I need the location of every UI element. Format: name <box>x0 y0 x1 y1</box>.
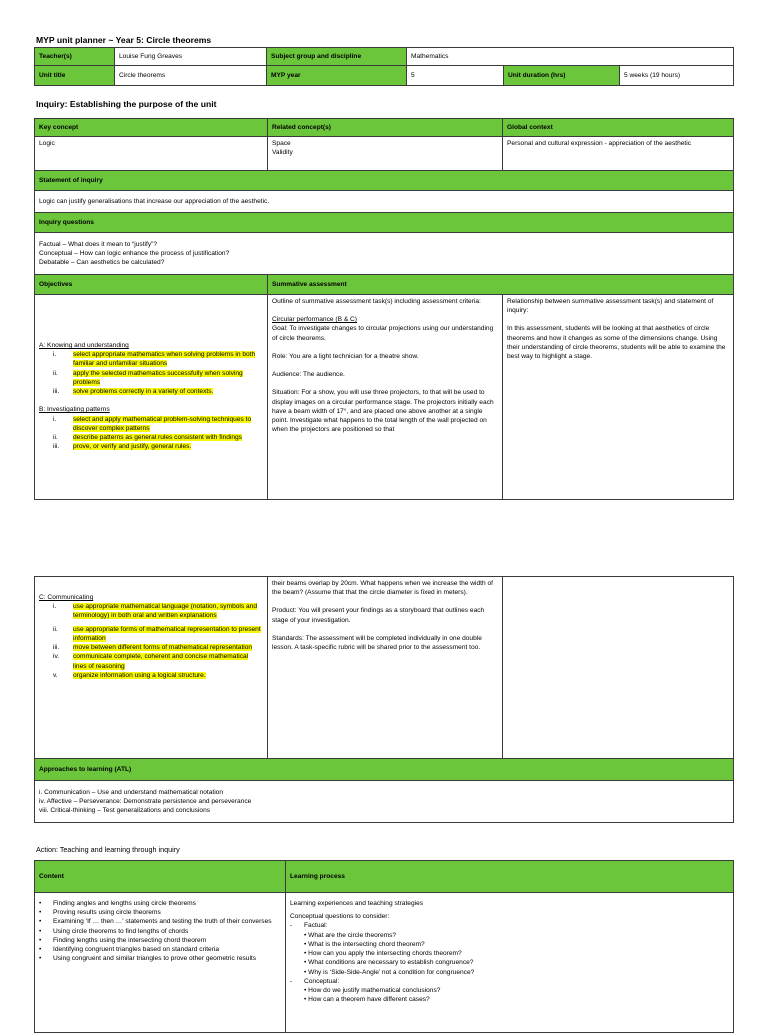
inquiry-table <box>34 118 734 500</box>
atl-label: Approaches to learning (ATL) <box>35 759 734 781</box>
list-item: • What are the circle theorems? <box>304 931 397 939</box>
related-concept-space: Space <box>272 140 291 147</box>
unit-title-label: Unit title <box>35 66 115 86</box>
relationship-text: In this assessment, students will be looking at that aesthetics of circle theorems and how it changes as some of the dimensions change. Using their understanding of circle theorems, students will be able to examine the best way to highlight a stage. <box>507 325 726 361</box>
subject-value: Mathematics <box>407 48 734 66</box>
list-item: ii. describe patterns as general rules consistent with findings <box>53 433 242 441</box>
objective-c-list <box>39 602 263 680</box>
list-item: iv. communicate complete, coherent and concise mathematical lines of reasoning <box>53 653 249 670</box>
factual-questions <box>290 931 729 977</box>
question-groups <box>290 921 729 930</box>
learning-process-cell <box>286 893 734 1033</box>
content-cell <box>35 893 286 1033</box>
list-item: • How do we justify mathematical conclusions? <box>304 986 441 994</box>
list-item: • Using congruent and similar triangles to prove other geometric results <box>39 955 257 963</box>
objectives-label: Objectives <box>35 275 268 295</box>
list-item: • Using circle theorems to find lengths of chords <box>39 927 189 935</box>
list-item: i. use appropriate mathematical language (notation, symbols and terminology) in both oral and written explanations <box>53 603 258 620</box>
objective-a-list <box>39 350 263 396</box>
list-item: • Finding lengths using the intersecting chord theorem <box>39 936 207 944</box>
task-product: Product: You will present your findings as a storyboard that outlines each stage of your investigation. <box>272 607 485 624</box>
list-item: • What is the intersecting chord theorem? <box>304 940 425 948</box>
content-label: Content <box>35 861 286 893</box>
inquiry-heading: Inquiry: Establishing the purpose of the unit <box>36 99 217 109</box>
learning-process-label: Learning process <box>286 861 734 893</box>
summative-outline: Outline of summative assessment task(s) including assessment criteria: <box>272 298 481 305</box>
list-item: • Examining ‘If … then …’ statements and testing the truth of their converses <box>39 918 272 926</box>
myp-year-label: MYP year <box>267 66 407 86</box>
objective-c-title: C: Communicating <box>39 594 94 601</box>
list-item: • Finding angles and lengths using circle theorems <box>39 900 196 907</box>
atl-item-1: i. Communication – Use and understand mathematical notation <box>39 788 223 796</box>
statement-of-inquiry-value: Logic can justify generalisations that increase our appreciation of the aesthetic. <box>35 191 734 213</box>
relationship-title: Relationship between summative assessment task(s) and statement of inquiry: <box>507 298 714 315</box>
list-item: • How can a theorem have different cases? <box>304 996 430 1004</box>
task-goal: Goal: To investigate changes to circular projections using our understanding of circle theorems. <box>272 325 494 342</box>
global-context-value: Personal and cultural expression - appreciation of the aesthetic <box>503 137 734 171</box>
continued-objectives-table <box>34 576 734 823</box>
list-item: - Factual: <box>290 922 328 930</box>
global-context-label: Global context <box>503 119 734 137</box>
related-concept-validity: Validity <box>272 149 293 157</box>
teacher-value: Louise Fung Greaves <box>115 48 267 66</box>
question-conceptual: Conceptual – How can logic enhance the process of justification? <box>39 249 230 257</box>
question-factual: Factual – What does it mean to “justify”? <box>39 240 158 248</box>
task-role: Role: You are a light technician for a theatre show. <box>272 352 419 360</box>
empty-cell <box>503 577 734 759</box>
list-item: • What conditions are necessary to establish congruence? <box>304 959 474 967</box>
list-item: i. select appropriate mathematics when solving problems in both familiar and unfamiliar situations <box>53 351 256 368</box>
task-situation: Situation: For a show, you will use three projectors, to that will be used to display images on a circular performance stage. The projectors initially each have a beam width of 17°, and are placed one above another at a single point. Investigate what happens to the total length of the wall projected on when the projectors are positioned so that <box>272 389 494 434</box>
circular-performance-title: Circular performance (B & C) <box>272 316 358 324</box>
inquiry-questions-label: Inquiry questions <box>35 213 734 233</box>
question-debatable: Debatable – Can aesthetics be calculated? <box>39 259 165 267</box>
key-concept-label: Key concept <box>35 119 268 137</box>
duration-value: 5 weeks (19 hours) <box>620 66 734 86</box>
list-item: iii. solve problems correctly in a variety of contexts. <box>53 388 214 396</box>
task-continued: their beams overlap by 20cm. What happens when we increase the width of the beam? (Assume that that the circle diameter is fixed in meters). <box>272 580 494 597</box>
list-item: • Identifying congruent triangles based on standard criteria <box>39 946 220 954</box>
relationship-cell <box>503 295 734 500</box>
content-list <box>39 899 281 964</box>
summative-continued-cell <box>268 577 503 759</box>
teacher-label: Teacher(s) <box>35 48 115 66</box>
task-audience: Audience: The audience. <box>272 371 345 379</box>
unit-title-value: Circle theorems <box>115 66 267 86</box>
objective-c-cell <box>35 577 268 759</box>
myp-year-value: 5 <box>407 66 504 86</box>
list-item: • Proving results using circle theorems <box>39 909 161 917</box>
inquiry-questions <box>35 233 734 275</box>
atl-item-2: iv. Affective – Perseverance: Demonstrate persistence and perseverance <box>39 797 252 805</box>
key-concept-value: Logic <box>35 137 268 171</box>
learning-experiences-title: Learning experiences and teaching strategies <box>290 900 424 907</box>
subject-label: Subject group and discipline <box>267 48 407 66</box>
question-groups-conceptual <box>290 977 729 986</box>
objectives-cell <box>35 295 268 500</box>
unit-header-table <box>34 47 734 86</box>
atl-item-3: viii. Critical-thinking – Test generalizations and conclusions <box>39 807 211 815</box>
action-table <box>34 860 734 1033</box>
list-item: iii. prove, or verify and justify, general rules. <box>53 443 192 451</box>
objective-a-title: A: Knowing and understanding <box>39 342 129 349</box>
list-item: v. organize information using a logical structure. <box>53 671 206 679</box>
related-concepts-value <box>268 137 503 171</box>
task-standards: Standards: The assessment will be completed individually in one double lesson. A task-specific rubric will be shared prior to the assessment too. <box>272 634 482 652</box>
conceptual-questions-intro: Conceptual questions to consider: <box>290 913 390 921</box>
duration-label: Unit duration (hrs) <box>504 66 620 86</box>
page-title: MYP unit planner ~ Year 5: Circle theorems <box>36 35 212 45</box>
objective-b-title: B: Investigating patterns <box>39 406 110 414</box>
action-heading: Action: Teaching and learning through inquiry <box>36 845 180 854</box>
conceptual-questions <box>290 986 729 1004</box>
objective-b-list <box>39 415 263 452</box>
atl-list <box>35 781 734 823</box>
related-concepts-label: Related concept(s) <box>268 119 503 137</box>
statement-of-inquiry-label: Statement of inquiry <box>35 171 734 191</box>
list-item: • How can you apply the intersecting chords theorem? <box>304 950 462 958</box>
summative-assessment-label: Summative assessment <box>268 275 734 295</box>
list-item: - Conceptual: <box>290 977 340 985</box>
summative-outline-cell <box>268 295 503 500</box>
list-item: • Why is ‘Side-Side-Angle’ not a condition for congruence? <box>304 968 475 976</box>
list-item: i. select and apply mathematical problem-solving techniques to discover complex patterns <box>53 415 252 432</box>
list-item: ii. apply the selected mathematics successfully when solving problems <box>53 369 243 386</box>
list-item: iii. move between different forms of mathematical representation <box>53 644 253 652</box>
list-item: ii. use appropriate forms of mathematical representation to present information <box>53 625 261 642</box>
